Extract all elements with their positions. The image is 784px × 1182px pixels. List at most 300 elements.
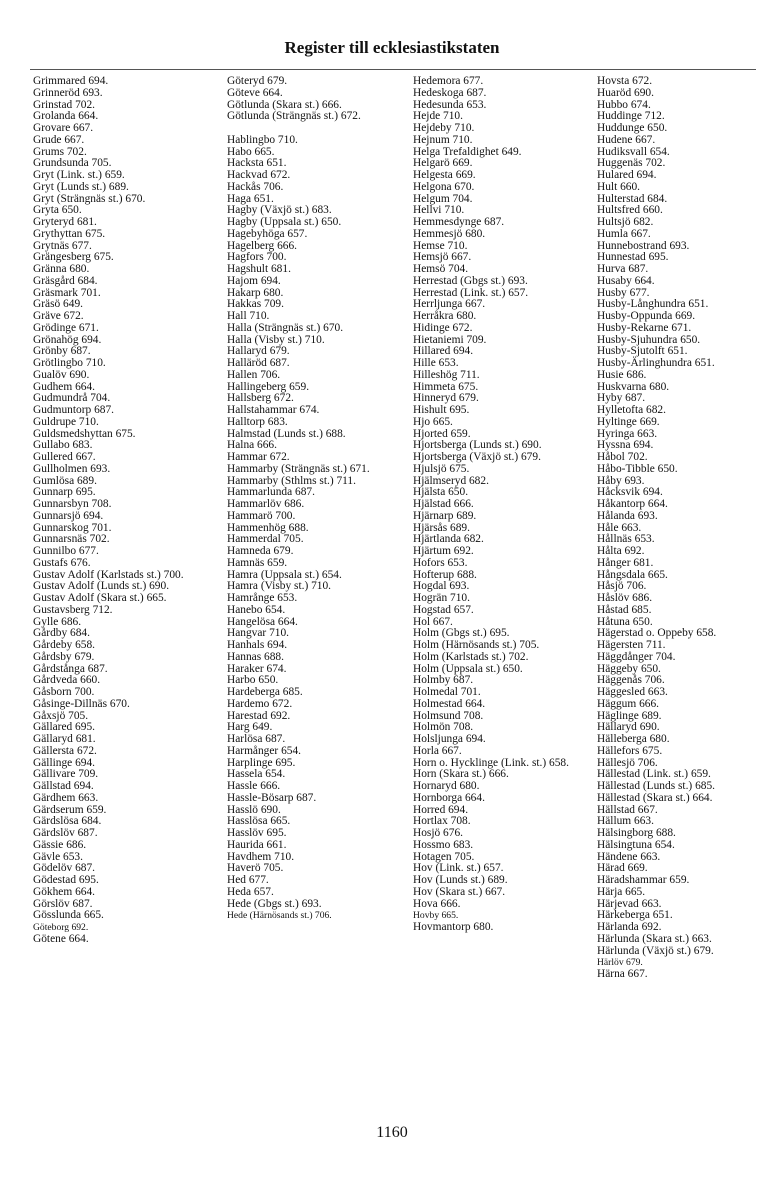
register-entry: Hol 667. bbox=[413, 615, 453, 628]
register-entry: Halltorp 683. bbox=[227, 415, 288, 428]
register-entry: Herråkra 680. bbox=[413, 310, 477, 322]
register-entry: Gårdsby 679. bbox=[33, 650, 95, 663]
register-entry: Huddunge 650. bbox=[597, 122, 668, 134]
register-entry: Hannas 688. bbox=[227, 650, 284, 663]
register-entry: Gustavsberg 712. bbox=[33, 603, 113, 616]
register-entry: Hjärtum 692. bbox=[413, 545, 474, 557]
register-entry: Hjälstad 666. bbox=[413, 498, 474, 510]
register-entry: Hallstahammar 674. bbox=[227, 404, 320, 416]
register-entry: Hammerdal 705. bbox=[227, 533, 304, 546]
register-entry: Grimmared 694. bbox=[33, 75, 109, 87]
register-entry: Hyssna 694. bbox=[597, 439, 654, 452]
register-entry: Hackvad 672. bbox=[227, 169, 291, 181]
register-entry: Hubbo 674. bbox=[597, 98, 651, 111]
register-entry: Hällstad 667. bbox=[597, 803, 658, 816]
register-entry: Hyby 687. bbox=[597, 392, 646, 405]
register-entry: Härlanda 692. bbox=[597, 921, 662, 933]
register-entry: Grolanda 664. bbox=[33, 110, 99, 123]
register-entry: Gävle 653. bbox=[33, 850, 83, 863]
register-entry: Himmeta 675. bbox=[413, 380, 479, 393]
register-entry: Hejde 710. bbox=[413, 110, 463, 123]
register-entry: Haverö 705. bbox=[227, 862, 284, 875]
register-entry: Gärdhem 663. bbox=[33, 791, 99, 804]
register-entry: Grovare 667. bbox=[33, 122, 94, 134]
register-entry: Gualöv 690. bbox=[33, 368, 90, 381]
register-entry: Gryt (Lunds st.) 689. bbox=[33, 180, 129, 193]
register-entry: Halna 666. bbox=[227, 439, 277, 452]
register-entry: Helgona 670. bbox=[413, 180, 475, 193]
register-entry: Gässie 686. bbox=[33, 838, 87, 851]
register-entry: Gräve 672. bbox=[33, 310, 84, 322]
register-entry: Häradshammar 659. bbox=[597, 874, 690, 886]
register-entry: Hagshult 681. bbox=[227, 263, 291, 275]
register-entry: Hyringa 663. bbox=[597, 427, 658, 440]
register-entry: Hejdeby 710. bbox=[413, 122, 475, 134]
register-entry: Göteborg 692. bbox=[33, 922, 89, 933]
register-entry: Gårdby 684. bbox=[33, 627, 90, 640]
register-entry: Hjälsta 650. bbox=[413, 486, 469, 499]
register-entry: Hov (Link. st.) 657. bbox=[413, 862, 504, 875]
register-entry: Gällersta 672. bbox=[33, 744, 97, 757]
register-entry: Hällesjö 706. bbox=[597, 756, 658, 769]
register-entry: Hagby (Uppsala st.) 650. bbox=[227, 216, 342, 228]
register-entry: Grinstad 702. bbox=[33, 98, 96, 111]
register-entry: Gunnilbo 677. bbox=[33, 545, 99, 557]
register-entry: Havdhem 710. bbox=[227, 850, 295, 863]
register-entry: Hogdal 693. bbox=[413, 580, 470, 593]
register-entry: Haraker 674. bbox=[227, 662, 287, 675]
register-entry: Hovsta 672. bbox=[597, 75, 653, 87]
register-columns bbox=[33, 76, 763, 1116]
register-entry: Håbol 702. bbox=[597, 451, 648, 463]
register-entry: Hjärnarp 689. bbox=[413, 509, 477, 522]
register-entry: Gällivare 709. bbox=[33, 768, 99, 781]
register-entry: Gumlösa 689. bbox=[33, 474, 97, 487]
register-entry: Hammenhög 688. bbox=[227, 521, 309, 534]
register-entry: Härlöv 679. bbox=[597, 957, 643, 969]
register-entry: Horn (Skara st.) 666. bbox=[413, 768, 509, 781]
register-entry: Halmstad (Lunds st.) 688. bbox=[227, 427, 346, 440]
register-entry: Håby 693. bbox=[597, 474, 645, 487]
register-entry: Gårdeby 658. bbox=[33, 639, 95, 651]
register-entry: Hasslöv 695. bbox=[227, 827, 287, 839]
register-entry: Gräsgård 684. bbox=[33, 274, 98, 287]
register-entry: Hägerstad o. Oppeby 658. bbox=[597, 627, 717, 640]
register-entry: Hosjö 676. bbox=[413, 827, 463, 839]
register-entry: Hova 666. bbox=[413, 897, 461, 910]
register-entry: Hallen 706. bbox=[227, 368, 281, 381]
register-entry: Håsjö 706. bbox=[597, 580, 647, 593]
register-entry: Hanhals 694. bbox=[227, 639, 288, 651]
register-entry: Hulared 694. bbox=[597, 169, 657, 181]
register-entry: Hagfors 700. bbox=[227, 251, 287, 264]
register-entry: Hedesunda 653. bbox=[413, 98, 487, 111]
register-entry: Gylle 686. bbox=[33, 615, 82, 628]
register-entry: Hejnum 710. bbox=[413, 133, 473, 146]
register-entry: Hasslö 690. bbox=[227, 803, 281, 816]
register-entry: Görslöv 687. bbox=[33, 897, 93, 910]
register-entry: Hålanda 693. bbox=[597, 509, 658, 522]
register-entry: Huggenäs 702. bbox=[597, 157, 666, 170]
register-entry: Hammar 672. bbox=[227, 451, 290, 463]
register-entry: Hornborga 664. bbox=[413, 791, 485, 804]
register-entry: Gryta 650. bbox=[33, 204, 82, 217]
register-entry: Gränna 680. bbox=[33, 263, 90, 275]
register-entry: Gödelöv 687. bbox=[33, 862, 96, 875]
register-entry: Hov (Skara st.) 667. bbox=[413, 885, 506, 898]
register-entry: Holm (Uppsala st.) 650. bbox=[413, 662, 523, 675]
register-entry: Hackås 706. bbox=[227, 180, 284, 193]
register-entry: Hortlax 708. bbox=[413, 815, 471, 828]
register-entry: Hångsdala 665. bbox=[597, 568, 668, 581]
register-entry: Gullered 667. bbox=[33, 451, 96, 463]
register-entry: Hemmesdynge 687. bbox=[413, 216, 505, 228]
register-entry: Hov (Lunds st.) 689. bbox=[413, 874, 508, 886]
register-entry: Harbo 650. bbox=[227, 674, 279, 687]
register-entry: Härjevad 663. bbox=[597, 897, 662, 910]
register-entry: Hedemora 677. bbox=[413, 75, 484, 87]
register-entry: Håkantorp 664. bbox=[597, 498, 668, 510]
register-entry: Harplinge 695. bbox=[227, 756, 296, 769]
register-entry: Hangvar 710. bbox=[227, 627, 289, 640]
register-entry: Hälsingtuna 654. bbox=[597, 838, 675, 851]
register-entry: Hogstad 657. bbox=[413, 603, 474, 616]
register-entry: Holsljunga 694. bbox=[413, 733, 486, 745]
register-entry: Hallsberg 672. bbox=[227, 392, 294, 405]
register-entry: Hede (Härnösands st.) 706. bbox=[227, 910, 332, 922]
register-entry: Haga 651. bbox=[227, 192, 274, 205]
register-entry: Hasslösa 665. bbox=[227, 815, 291, 828]
register-entry: Härlunda (Skara st.) 663. bbox=[597, 932, 712, 945]
register-entry: Hållnäs 653. bbox=[597, 533, 655, 546]
register-entry: Gårdstånga 687. bbox=[33, 662, 108, 675]
register-entry: Hamneda 679. bbox=[227, 545, 294, 557]
register-entry: Hacksta 651. bbox=[227, 157, 287, 170]
register-entry: Hällaryd 690. bbox=[597, 721, 660, 734]
register-entry: Hovby 665. bbox=[413, 910, 459, 922]
register-entry: Husby-Rekarne 671. bbox=[597, 321, 692, 334]
register-column-1 bbox=[33, 76, 217, 946]
register-entry: Hajom 694. bbox=[227, 274, 281, 287]
register-entry: Hed 677. bbox=[227, 874, 269, 886]
register-entry: Hotagen 705. bbox=[413, 850, 475, 863]
register-entry: Huddinge 712. bbox=[597, 110, 665, 123]
register-entry: Hablingbo 710. bbox=[227, 133, 298, 146]
register-entry: Håslöv 686. bbox=[597, 592, 653, 604]
register-entry: Husie 686. bbox=[597, 368, 647, 381]
register-entry: Hofors 653. bbox=[413, 556, 468, 569]
register-entry: Härad 669. bbox=[597, 862, 648, 875]
register-entry: Härna 667. bbox=[597, 968, 648, 980]
register-entry: Hagby (Växjö st.) 683. bbox=[227, 204, 332, 217]
register-entry: Grude 667. bbox=[33, 133, 85, 146]
register-entry: Hamnäs 659. bbox=[227, 556, 288, 569]
register-entry: Håstad 685. bbox=[597, 603, 652, 616]
register-entry: Hjorted 659. bbox=[413, 427, 471, 440]
register-entry: Gräsmark 701. bbox=[33, 286, 101, 299]
register-entry: Haurida 661. bbox=[227, 838, 287, 851]
register-entry: Hillared 694. bbox=[413, 345, 474, 358]
register-entry: Grödinge 671. bbox=[33, 321, 99, 334]
register-entry: Härlunda (Växjö st.) 679. bbox=[597, 944, 714, 957]
register-entry: Gullholmen 693. bbox=[33, 462, 111, 475]
register-entry: Husby-Oppunda 669. bbox=[597, 310, 696, 322]
register-entry: Hovmantorp 680. bbox=[413, 921, 494, 933]
register-entry: Hammarby (Strängnäs st.) 671. bbox=[227, 462, 370, 475]
register-column-3 bbox=[413, 76, 597, 934]
register-entry: Halla (Strängnäs st.) 670. bbox=[227, 321, 344, 334]
register-entry: Harlösa 687. bbox=[227, 733, 286, 745]
register-entry: Gustav Adolf (Lunds st.) 690. bbox=[33, 580, 170, 593]
register-entry: Grundsunda 705. bbox=[33, 157, 112, 170]
register-entry: Hult 660. bbox=[597, 180, 641, 193]
register-entry: Häggeby 650. bbox=[597, 662, 661, 675]
register-entry: Härja 665. bbox=[597, 885, 646, 898]
register-entry: Herrljunga 667. bbox=[413, 298, 486, 311]
register-entry: Håle 663. bbox=[597, 521, 642, 534]
register-entry: Helga Trefaldighet 649. bbox=[413, 145, 522, 158]
register-entry: Holm (Gbgs st.) 695. bbox=[413, 627, 510, 640]
register-entry: Hanebo 654. bbox=[227, 603, 286, 616]
register-entry: Hardeberga 685. bbox=[227, 686, 303, 698]
register-entry: Grötlingbo 710. bbox=[33, 357, 106, 369]
register-entry: Hallingeberg 659. bbox=[227, 380, 310, 393]
register-entry: Harg 649. bbox=[227, 721, 273, 734]
register-entry: Hjulsjö 675. bbox=[413, 462, 470, 475]
register-entry: Gällared 695. bbox=[33, 721, 95, 734]
register-entry: Horn o. Hycklinge (Link. st.) 658. bbox=[413, 756, 569, 769]
register-entry: Holmestad 664. bbox=[413, 697, 486, 710]
register-entry: Holm (Härnösands st.) 705. bbox=[413, 639, 540, 651]
register-entry: Hylletofta 682. bbox=[597, 404, 666, 416]
register-entry: Hornaryd 680. bbox=[413, 780, 480, 792]
register-entry: Hultsjö 682. bbox=[597, 216, 654, 228]
register-entry: Håtuna 650. bbox=[597, 615, 653, 628]
register-entry: Gärdslöv 687. bbox=[33, 827, 98, 839]
register-entry: Habo 665. bbox=[227, 145, 275, 158]
register-entry: Gustafs 676. bbox=[33, 556, 91, 569]
register-entry: Hassle-Bösarp 687. bbox=[227, 791, 317, 804]
register-entry: Håcksvik 694. bbox=[597, 486, 663, 499]
register-entry: Gullabo 683. bbox=[33, 439, 93, 452]
register-entry: Hardemo 672. bbox=[227, 697, 293, 710]
register-entry: Hjärsås 689. bbox=[413, 521, 470, 534]
register-entry: Hagelberg 666. bbox=[227, 239, 298, 252]
register-entry: Humla 667. bbox=[597, 227, 651, 240]
register-entry: Hålta 692. bbox=[597, 545, 645, 557]
register-entry: Holmsund 708. bbox=[413, 709, 484, 722]
register-entry: Horred 694. bbox=[413, 803, 469, 816]
register-entry: Grytnäs 677. bbox=[33, 239, 92, 252]
register-entry: Hammarlöv 686. bbox=[227, 498, 305, 510]
register-entry: Gustav Adolf (Karlstads st.) 700. bbox=[33, 568, 184, 581]
register-entry: Hunnestad 695. bbox=[597, 251, 669, 264]
register-entry: Gåsinge-Dillnäs 670. bbox=[33, 697, 130, 710]
register-entry: Holmby 687. bbox=[413, 674, 474, 687]
register-entry: Gökhem 664. bbox=[33, 885, 96, 898]
register-entry: Hassela 654. bbox=[227, 768, 286, 781]
register-entry: Häggenås 706. bbox=[597, 674, 665, 687]
register-entry: Götlunda (Skara st.) 666. bbox=[227, 98, 342, 111]
register-entry: Gåsborn 700. bbox=[33, 686, 95, 698]
register-entry: Hellvi 710. bbox=[413, 204, 465, 217]
register-entry: Gudmuntorp 687. bbox=[33, 404, 114, 416]
register-entry: Helgum 704. bbox=[413, 192, 473, 205]
register-entry: Hamra (Uppsala st.) 654. bbox=[227, 568, 342, 581]
register-entry: Gårdveda 660. bbox=[33, 674, 101, 687]
register-entry: Götlunda (Strängnäs st.) 672. bbox=[227, 110, 361, 123]
register-entry: Hofterup 688. bbox=[413, 568, 477, 581]
register-entry: Husby-Sjutolft 651. bbox=[597, 345, 688, 358]
register-entry: Husby-Långhundra 651. bbox=[597, 298, 709, 311]
register-entry: Hille 653. bbox=[413, 357, 459, 369]
register-entry: Hangelösa 664. bbox=[227, 615, 298, 628]
register-entry: Gällinge 694. bbox=[33, 756, 96, 769]
register-entry: Helgarö 669. bbox=[413, 157, 473, 170]
register-entry: Husby 677. bbox=[597, 286, 650, 299]
register-entry: Häggesled 663. bbox=[597, 686, 668, 698]
register-entry: Hall 710. bbox=[227, 310, 270, 322]
register-entry: Huaröd 690. bbox=[597, 86, 654, 99]
register-entry: Grönby 687. bbox=[33, 345, 91, 358]
section-gap bbox=[227, 123, 411, 135]
register-entry: Husaby 664. bbox=[597, 274, 655, 287]
register-entry: Gryt (Link. st.) 659. bbox=[33, 169, 125, 181]
register-entry: Gräsö 649. bbox=[33, 298, 83, 311]
register-entry: Harestad 692. bbox=[227, 709, 291, 722]
register-entry: Hammarö 700. bbox=[227, 509, 296, 522]
register-entry: Hällestad (Lunds st.) 685. bbox=[597, 780, 715, 792]
register-entry: Halla (Visby st.) 710. bbox=[227, 333, 325, 346]
register-entry: Gällaryd 681. bbox=[33, 733, 96, 745]
register-entry: Horla 667. bbox=[413, 744, 462, 757]
register-entry: Gärdslösa 684. bbox=[33, 815, 102, 828]
register-entry: Hemmesjö 680. bbox=[413, 227, 486, 240]
register-entry: Götene 664. bbox=[33, 932, 89, 945]
register-entry: Hjärtlanda 682. bbox=[413, 533, 484, 546]
register-entry: Härkeberga 651. bbox=[597, 909, 673, 922]
register-entry: Hietaniemi 709. bbox=[413, 333, 487, 346]
register-entry: Göteryd 679. bbox=[227, 75, 288, 87]
register-entry: Hassle 666. bbox=[227, 780, 281, 792]
register-entry: Hälsingborg 688. bbox=[597, 827, 676, 839]
register-entry: Holmön 708. bbox=[413, 721, 474, 734]
register-entry: Husby-Ärlinghundra 651. bbox=[597, 357, 715, 369]
register-entry: Hjälmseryd 682. bbox=[413, 474, 489, 487]
register-entry: Hjo 665. bbox=[413, 415, 453, 428]
register-entry: Hällefors 675. bbox=[597, 744, 663, 757]
register-entry: Gryt (Strängnäs st.) 670. bbox=[33, 192, 146, 205]
register-entry: Gunnarskog 701. bbox=[33, 521, 112, 534]
register-entry: Häglinge 689. bbox=[597, 709, 662, 722]
register-entry: Grängesberg 675. bbox=[33, 251, 114, 264]
register-entry: Håbo-Tibble 650. bbox=[597, 462, 678, 475]
register-entry: Häggdånger 704. bbox=[597, 650, 676, 663]
register-entry: Herrestad (Link. st.) 657. bbox=[413, 286, 529, 299]
register-entry: Hamrånge 653. bbox=[227, 592, 298, 604]
register-entry: Gärdserum 659. bbox=[33, 803, 107, 816]
register-entry: Grums 702. bbox=[33, 145, 87, 158]
register-entry: Hudene 667. bbox=[597, 133, 656, 146]
register-entry: Gudhem 664. bbox=[33, 380, 96, 393]
register-entry: Gödestad 695. bbox=[33, 874, 99, 886]
register-entry: Hinneryd 679. bbox=[413, 392, 479, 405]
register-entry: Hällum 663. bbox=[597, 815, 654, 828]
register-entry: Händene 663. bbox=[597, 850, 661, 863]
register-entry: Heda 657. bbox=[227, 885, 274, 898]
register-entry: Huskvarna 680. bbox=[597, 380, 670, 393]
register-entry: Hånger 681. bbox=[597, 556, 654, 569]
register-entry: Hammarby (Sthlms st.) 711. bbox=[227, 474, 356, 487]
register-entry: Gåxsjö 705. bbox=[33, 709, 89, 722]
register-entry: Hammarlunda 687. bbox=[227, 486, 315, 499]
register-entry: Hällestad (Skara st.) 664. bbox=[597, 791, 713, 804]
register-entry: Hakarp 680. bbox=[227, 286, 284, 299]
register-entry: Hemse 710. bbox=[413, 239, 468, 252]
register-entry: Hogrän 710. bbox=[413, 592, 470, 604]
register-entry: Holmedal 701. bbox=[413, 686, 481, 698]
register-entry: Hilleshög 711. bbox=[413, 368, 480, 381]
register-entry: Hamra (Visby st.) 710. bbox=[227, 580, 332, 593]
register-entry: Husby-Sjuhundra 650. bbox=[597, 333, 701, 346]
register-entry: Gryteryd 681. bbox=[33, 216, 97, 228]
register-entry: Guldrupe 710. bbox=[33, 415, 99, 428]
register-entry: Hishult 695. bbox=[413, 404, 470, 416]
register-entry: Hurva 687. bbox=[597, 263, 649, 275]
register-entry: Hede (Gbgs st.) 693. bbox=[227, 897, 322, 910]
register-entry: Gällstad 694. bbox=[33, 780, 94, 792]
register-column-4 bbox=[597, 76, 784, 981]
register-entry: Hudiksvall 654. bbox=[597, 145, 670, 158]
register-entry: Holm (Karlstads st.) 702. bbox=[413, 650, 529, 663]
register-entry: Gudmundrå 704. bbox=[33, 392, 111, 405]
register-entry: Hyltinge 669. bbox=[597, 415, 660, 428]
register-entry: Harmånger 654. bbox=[227, 744, 302, 757]
register-entry: Hägersten 711. bbox=[597, 639, 666, 651]
register-entry: Gustav Adolf (Skara st.) 665. bbox=[33, 592, 167, 604]
register-entry: Hedeskoga 687. bbox=[413, 86, 487, 99]
register-entry: Hemsjö 667. bbox=[413, 251, 472, 264]
register-entry: Hälleberga 680. bbox=[597, 733, 670, 745]
register-entry: Hidinge 672. bbox=[413, 321, 473, 334]
register-entry: Gunnarp 695. bbox=[33, 486, 96, 499]
register-entry: Gunnarsjö 694. bbox=[33, 509, 104, 522]
register-entry: Gunnarsnäs 702. bbox=[33, 533, 110, 546]
register-entry: Hakkas 709. bbox=[227, 298, 284, 311]
register-entry: Gösslunda 665. bbox=[33, 909, 104, 922]
register-entry: Hunnebostrand 693. bbox=[597, 239, 690, 252]
register-entry: Gunnarsbyn 708. bbox=[33, 498, 112, 510]
register-entry: Herrestad (Gbgs st.) 693. bbox=[413, 274, 528, 287]
register-column-2 bbox=[227, 76, 411, 922]
register-entry: Hjortsberga (Växjö st.) 679. bbox=[413, 451, 541, 463]
register-entry: Hjortsberga (Lunds st.) 690. bbox=[413, 439, 542, 452]
register-entry: Helgesta 669. bbox=[413, 169, 476, 181]
register-entry: Hagebyhöga 657. bbox=[227, 227, 308, 240]
register-entry: Göteve 664. bbox=[227, 86, 283, 99]
header-rule bbox=[30, 69, 756, 70]
register-entry: Hemsö 704. bbox=[413, 263, 469, 275]
register-entry: Grinneröd 693. bbox=[33, 86, 103, 99]
register-entry: Hossmo 683. bbox=[413, 838, 474, 851]
register-entry: Hallaryd 679. bbox=[227, 345, 290, 358]
register-entry: Hulterstad 684. bbox=[597, 192, 668, 205]
register-entry: Halläröd 687. bbox=[227, 357, 290, 369]
register-entry: Grönahög 694. bbox=[33, 333, 102, 346]
register-entry: Grythyttan 675. bbox=[33, 227, 106, 240]
register-entry: Häggum 666. bbox=[597, 697, 660, 710]
register-entry: Hultsfred 660. bbox=[597, 204, 663, 217]
